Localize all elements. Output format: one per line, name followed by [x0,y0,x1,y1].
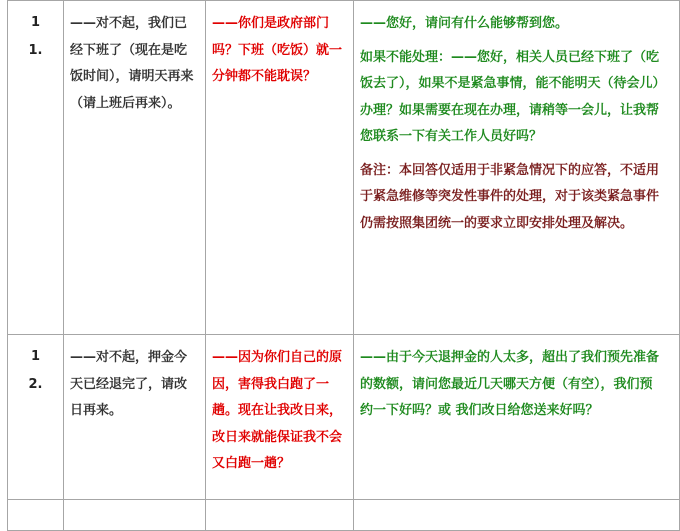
row-number-cell [8,335,64,500]
row-number-major: 1 [30,15,41,30]
service-phrase-table [7,0,680,531]
table-row [8,335,680,500]
recommended-reply-cell [354,335,680,500]
table-row [8,1,680,335]
row-number-major: 1 [30,349,41,364]
customer-reaction-cell: ——你们是政府部门吗？下班（吃饭）就一分钟都不能耽误？ [206,1,354,335]
empty-cell [64,500,206,531]
empty-cell [8,500,64,531]
recommended-reply-cell [354,1,680,335]
table-row [8,500,680,531]
row-number-minor: 2. [28,377,43,392]
recommended-reply: ——您好，请问有什么能够帮到您。 [360,16,569,31]
customer-reaction-cell: ——因为你们自己的原因，害得我白跑了一趟。现在让我改日来，改日来就能保证我不会又白跑一趟？ [206,335,354,500]
alternative-reply: 如果不能处理：——您好，相关人员已经下班了（吃饭去了），如果不是紧急事情，能不能明天（待会儿）办理？如果需要在现在办理，请稍等一会儿，让我帮您联系一下有关工作人员好吗？ [360,49,660,144]
row-number-cell [8,1,64,335]
prohibited-phrase-cell: ——对不起，我们已经下班了（现在是吃饭时间），请明天再来（请上班后再来）。 [64,1,206,335]
empty-cell [206,500,354,531]
empty-cell [354,500,680,531]
row-number-minor: 1. [28,43,43,58]
prohibited-phrase-cell: ——对不起，押金今天已经退完了，请改日再来。 [64,335,206,500]
recommended-reply: ——由于今天退押金的人太多，超出了我们预先准备的数额，请问您最近几天哪天方便（有空），我们预约一下好吗？或 我们改日给您送来好吗？ [360,350,660,418]
reply-note: 备注：本回答仅适用于非紧急情况下的应答，不适用于紧急维修等突发性事件的处理，对于该类紧急事件仍需按照集团统一的要求立即安排处理及解决。 [360,162,660,231]
